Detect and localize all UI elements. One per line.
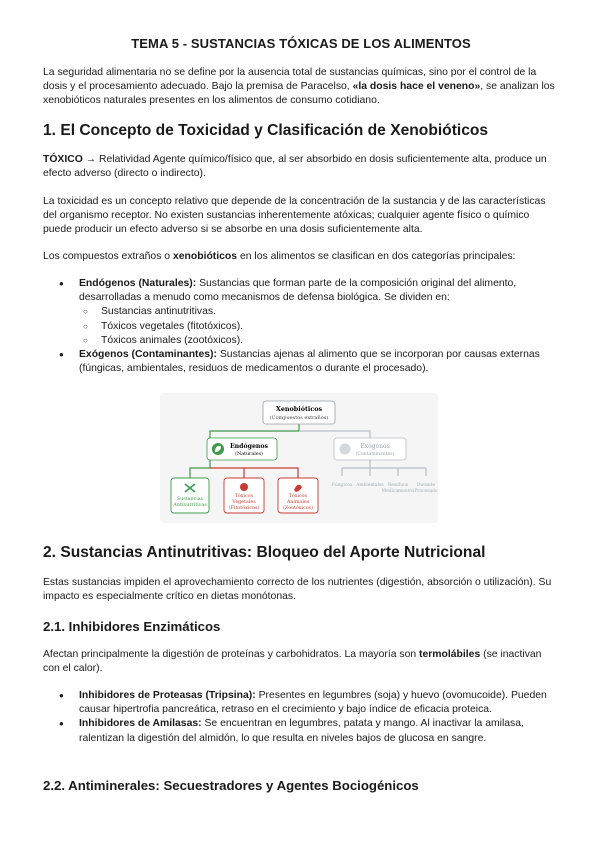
endogenos-text: Sustancias que forman parte de la composición original del alimento, desarrolladas a menudo como mecanismos de defensa biológica. Se dividen en: bbox=[79, 278, 517, 304]
connector-endo-leaf3 bbox=[244, 468, 298, 478]
subsection-2-1-paragraph bbox=[43, 648, 559, 676]
amilasas-text: Se encuentran en legumbres, patata y mango. Al inactivar la amilasa, ralentizan la digestión del almidón, lo que resulta en niveles bajos de glucosa en sangre. bbox=[79, 718, 524, 744]
leaf2-label-b: Vegetales bbox=[232, 500, 256, 505]
inhibitors-list bbox=[43, 689, 559, 746]
list-item: ○ Tóxicos vegetales (fitotóxicos). bbox=[79, 320, 559, 334]
list-item-amilasas bbox=[43, 717, 559, 745]
intro-paragraph bbox=[43, 66, 559, 109]
exo-child-residuos-b: Medicamentos bbox=[381, 489, 415, 494]
exogenos-children bbox=[332, 482, 438, 494]
xenobiotic-category-list bbox=[43, 277, 559, 376]
intro-text-2: , se analizan los xenobióticos naturales presentes en los alimentos de consumo cotidiano. bbox=[43, 81, 555, 107]
plant-icon bbox=[240, 483, 248, 491]
exo-child-procesado-b: Procesado bbox=[414, 489, 438, 494]
exogenos-icon bbox=[340, 444, 351, 455]
subsection-2-1-heading: 2.1. Inhibidores Enzimáticos bbox=[43, 619, 221, 634]
connector-root-endo bbox=[210, 424, 299, 438]
amilasas-label: Inhibidores de Amilasas: bbox=[79, 718, 202, 730]
list-item-endogenos bbox=[43, 277, 559, 348]
leaf3-label-b: Animales bbox=[286, 500, 310, 505]
toxico-term: TÓXICO bbox=[43, 154, 83, 165]
subsection-2-2-heading: 2.2. Antiminerales: Secuestradores y Agentes Bociogénicos bbox=[43, 778, 419, 793]
exogenos-node-label: Exógenos bbox=[360, 443, 390, 450]
leaf1-label-b: Antinutritivas bbox=[173, 503, 207, 508]
leaf2-label-a: Tóxicos bbox=[235, 494, 253, 499]
para3-bold: xenobióticos bbox=[172, 251, 238, 262]
connector-endo-leaf2 bbox=[210, 468, 244, 478]
list-item: ○ Tóxicos animales (zootóxicos). bbox=[79, 334, 559, 348]
section-2-paragraph: Estas sustancias impiden el aprovechamiento correcto de los nutrientes (digestión, absorción o utilización). Su impacto es especialmente crítico en dietas monótonas. bbox=[43, 577, 552, 603]
xenobiotics-diagram-svg bbox=[160, 393, 438, 523]
sub21-text-2: (se inactivan con el calor). bbox=[43, 649, 542, 675]
exo-child-residuos-a: Residuos bbox=[387, 483, 409, 488]
intro-bold: «la dosis hace el veneno» bbox=[352, 81, 481, 93]
exo-child-procesado-a: Durante bbox=[416, 483, 436, 488]
para3-text-1: Los compuestos extraños o bbox=[43, 251, 173, 262]
section-2-heading: 2. Sustancias Antinutritivas: Bloqueo del Aporte Nutricional bbox=[43, 544, 486, 561]
leaf2-label-c: (Fitotóxicos) bbox=[228, 506, 260, 511]
para3-text-2: en los alimentos se clasifican en dos categorías principales: bbox=[237, 251, 516, 262]
endogenos-label: Endógenos (Naturales): bbox=[79, 278, 197, 289]
connector-exo-children bbox=[342, 460, 426, 476]
list-item-exogenos bbox=[43, 348, 559, 376]
sub21-text-1: Afectan principalmente la digestión de proteínas y carbohidratos. La mayoría son bbox=[43, 649, 420, 660]
leaf1-label-a: Sustancias bbox=[176, 497, 204, 502]
exogenos-node-sublabel: (Contaminantes) bbox=[355, 452, 395, 457]
proteasas-text: Presentes en legumbres (soja) y huevo (ovomucoide). Pueden causar hipertrofia pancreática, retraso en el crecimiento y bajo índice de eficacia proteica. bbox=[79, 690, 547, 716]
sub21-bold: termolábiles bbox=[419, 649, 481, 660]
list-item: ○ Sustancias antinutritivas. bbox=[79, 305, 559, 319]
toxico-text: Relatividad Agente químico/físico que, al ser absorbido en dosis suficientemente alta, produce un efecto adverso (directo o indirecto). bbox=[43, 154, 547, 180]
exogenos-label: Exógenos (Contaminantes): bbox=[79, 349, 217, 361]
endogenos-node-sublabel: (Naturales) bbox=[235, 452, 263, 457]
section-1-paragraph-2: La toxicidad es un concepto relativo que depende de la concentración de la sustancia y de las características del organismo receptor. No existen sustancias inherentemente atóxicas; cualquier agente físico o químico puede producir un efecto adverso si se absorbe en una dosis suficientemente alta. bbox=[43, 196, 546, 236]
exo-child-ambientales: Ambientales bbox=[356, 483, 384, 488]
toxico-definition bbox=[43, 153, 559, 181]
exo-child-fungicos: Fúngicos bbox=[331, 483, 353, 488]
exogenos-text: Sustancias ajenas al alimento que se incorporan por causas externas (fúngicas, ambientales, residuos de medicamentos o durante el procesado). bbox=[79, 349, 540, 375]
xenobiotics-diagram bbox=[160, 393, 438, 523]
endogenos-node-label: Endógenos bbox=[229, 443, 269, 450]
connector-endo-leaf1 bbox=[190, 460, 210, 478]
section-1-heading: 1. El Concepto de Toxicidad y Clasificación de Xenobióticos bbox=[43, 122, 489, 139]
connector-root-exo bbox=[299, 431, 370, 438]
root-node-sublabel: (Compuestos extraños) bbox=[269, 415, 329, 421]
section-1-paragraph-3 bbox=[43, 250, 559, 264]
intro-text-1: La seguridad alimentaria no se define por la ausencia total de sustancias químicas, sino por el control de la dosis y el procesamiento adecuado. Bajo la premisa de Paracelso, bbox=[43, 67, 537, 93]
toxico-arrow: → bbox=[82, 154, 100, 165]
proteasas-label: Inhibidores de Proteasas (Tripsina): bbox=[79, 690, 256, 701]
endogenos-sublist bbox=[79, 305, 559, 348]
leaf3-label-a: Tóxicos bbox=[289, 494, 307, 499]
leaf3-label-c: (Zootóxicos) bbox=[283, 506, 313, 511]
list-item-proteasas bbox=[43, 689, 559, 717]
root-node-label: Xenobióticos bbox=[275, 405, 323, 413]
document-title: TEMA 5 - SUSTANCIAS TÓXICAS DE LOS ALIMENTOS bbox=[131, 36, 471, 51]
